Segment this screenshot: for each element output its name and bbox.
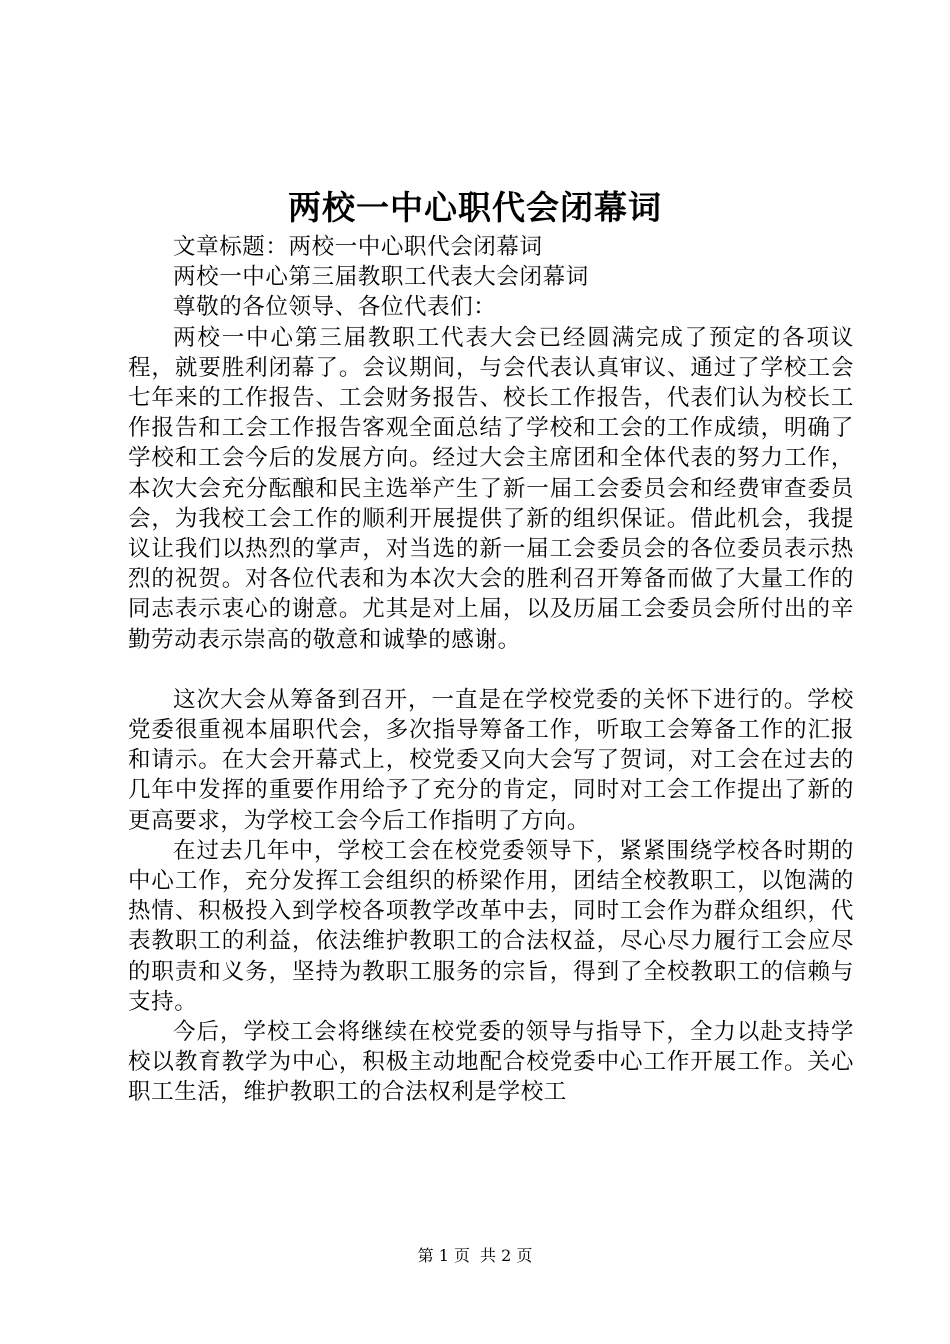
paragraph: 两校一中心第三届教职工代表大会已经圆满完成了预定的各项议程，就要胜利闭幕了。会议期间，与会代表认真审议、通过了学校工会七年来的工作报告、工会财务报告、校长工作报告，代表们认为校长工作报告和工会工作报告客观全面总结了学校和工会的工作成绩，明确了学校和工会今后的发展方向。经过大会主席团和全体代表的努力工作，本次大会充分酝酿和民主选举产生了新一届工会委员会和经费审查委员会，为我校工会工作的顺利开展提供了新的组织保证。借此机会，我提议让我们以热烈的掌声，对当选的新一届工会委员会的各位委员表示热烈的祝贺。对各位代表和为本次大会的胜利召开筹备而做了大量工作的同志表示衷心的谢意。尤其是对上届，以及历届工会委员会所付出的辛勤劳动表示崇高的敬意和诚挚的感谢。	[128, 324, 854, 653]
salutation: 尊敬的各位领导、各位代表们：	[173, 294, 497, 321]
paragraph: 这次大会从筹备到召开，一直是在学校党委的关怀下进行的。学校党委很重视本届职代会，多次指导筹备工作，听取工会筹备工作的汇报和请示。在大会开幕式上，校党委又向大会写了贺词，对工会在过去的几年中发挥的重要作用给予了充分的肯定，同时对工会工作提出了新的更高要求，为学校工会今后工作指明了方向。	[128, 686, 854, 834]
paragraph: 今后，学校工会将继续在校党委的领导与指导下，全力以赴支持学校以教育教学为中心，积极主动地配合校党委中心工作开展工作。关心职工生活，维护教职工的合法权利是学校工	[128, 1019, 854, 1106]
page-footer	[0, 1245, 950, 1267]
page-number: 第 1 页	[417, 1246, 470, 1265]
document-title: 两校一中心职代会闭幕词	[288, 188, 662, 227]
document-body	[128, 232, 854, 1108]
article-title-line: 文章标题：两校一中心职代会闭幕词	[173, 234, 543, 260]
paragraph: 在过去几年中，学校工会在校党委领导下，紧紧围绕学校各时期的中心工作，充分发挥工会组织的桥梁作用，团结全校教职工，以饱满的热情、积极投入到学校各项教学改革中去，同时工会作为群众组织，代表教职工的利益，依法维护教职工的合法权益，尽心尽力履行工会应尽的职责和义务，坚持为教职工服务的宗旨，得到了全校教职工的信赖与支持。	[128, 837, 854, 1015]
page-total: 共 2 页	[480, 1246, 533, 1265]
speech-heading: 两校一中心第三届教职工代表大会闭幕词	[173, 264, 589, 291]
